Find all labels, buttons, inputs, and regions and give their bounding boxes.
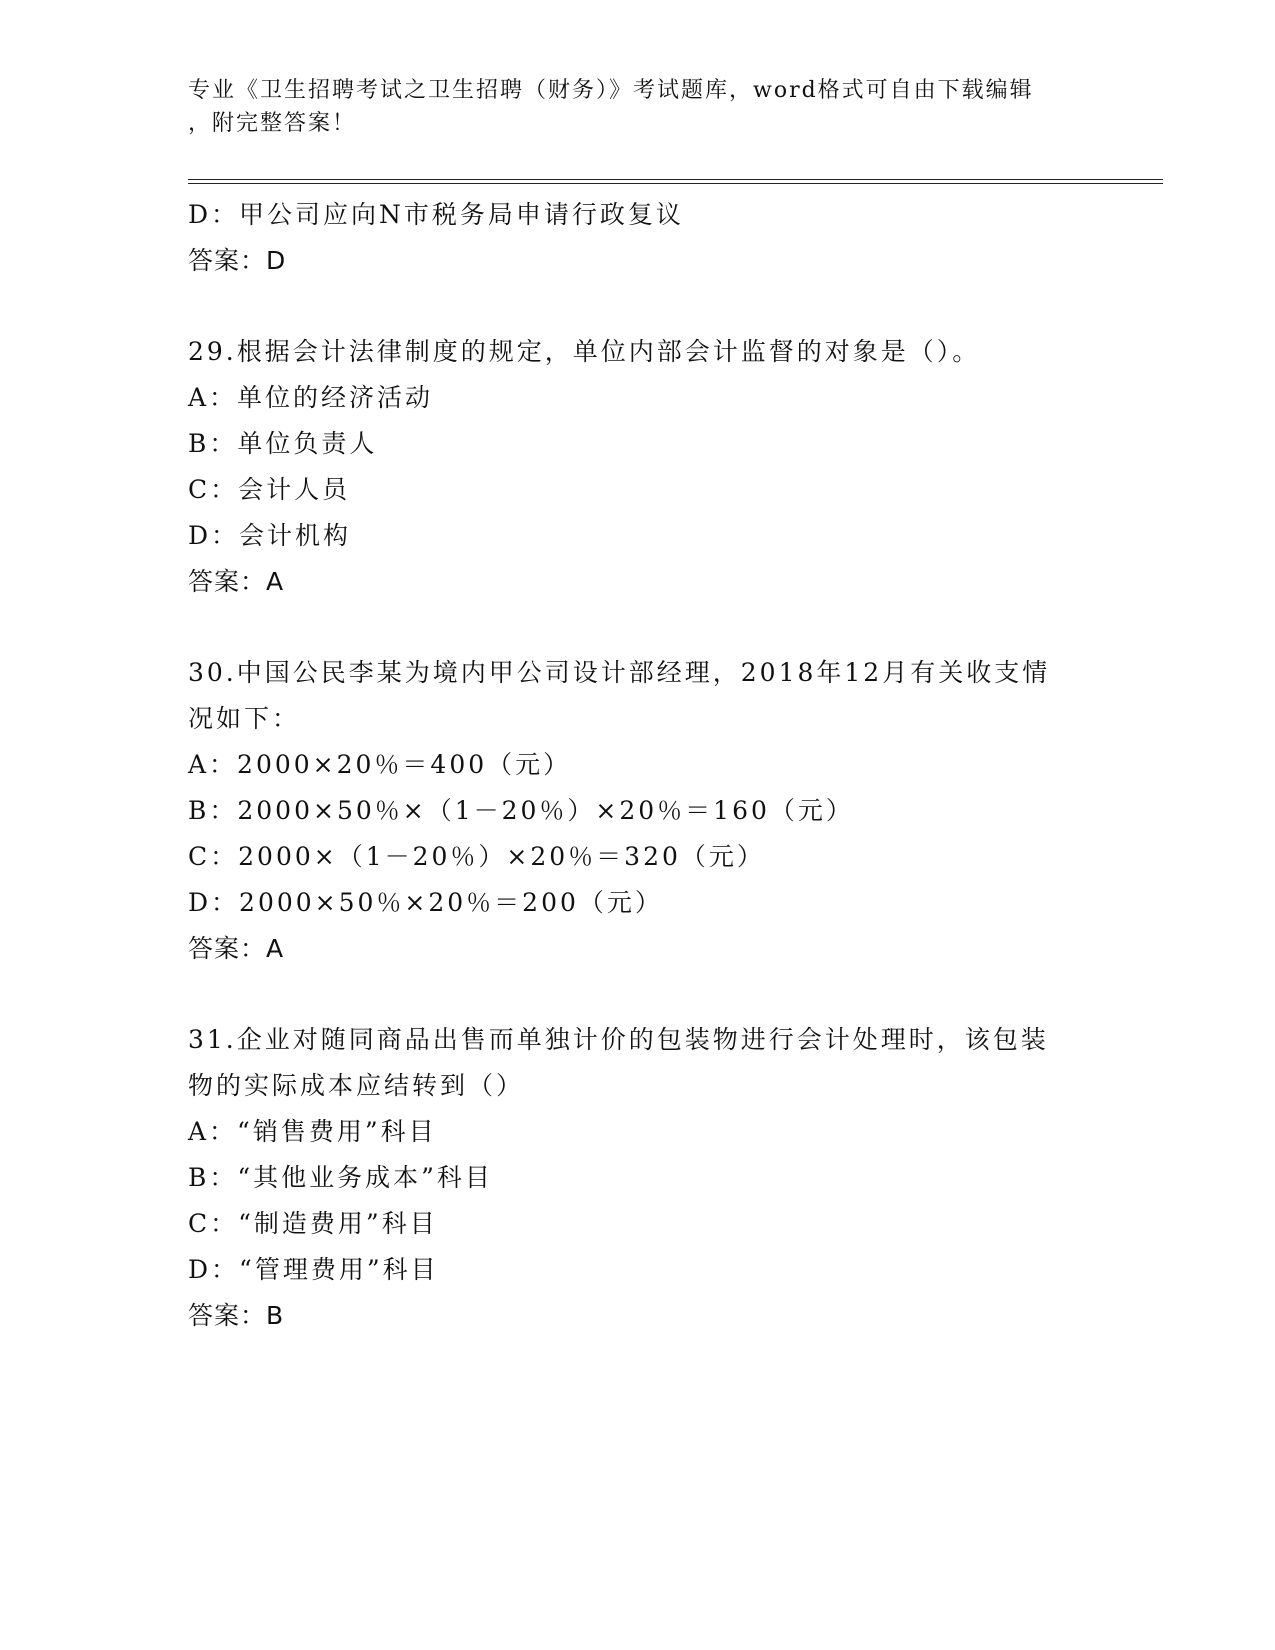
answer: 答案：B — [188, 1301, 285, 1330]
option-b: B：2000×50％×（1－20％）×20％＝160（元） — [188, 796, 854, 825]
question-stem-line-1: 31.企业对随同商品出售而单独计价的包装物进行会计处理时，该包装 — [188, 1025, 1049, 1054]
option-d: D：甲公司应向N市税务局申请行政复议 — [188, 200, 684, 229]
answer: 答案：A — [188, 567, 285, 596]
question-stem-line-1: 30.中国公民李某为境内甲公司设计部经理，2018年12月有关收支情 — [188, 658, 1051, 687]
previous-question-tail — [188, 192, 1088, 284]
option-c: C：2000×（1－20％）×20％＝320（元） — [188, 842, 765, 871]
question-list — [188, 192, 1088, 1339]
header-line-1: 专业《卫生招聘考试之卫生招聘（财务）》考试题库，word格式可自由下载编辑 — [188, 78, 1034, 103]
question-stem-line-2: 物的实际成本应结转到（） — [188, 1071, 525, 1100]
option-a: A：单位的经济活动 — [188, 383, 434, 412]
question-31 — [188, 1017, 1088, 1339]
answer: 答案：D — [188, 246, 287, 275]
spacer — [188, 972, 1088, 1017]
option-b: B：单位负责人 — [188, 429, 378, 458]
header-divider-bottom — [188, 183, 1163, 184]
option-a: A：2000×20％＝400（元） — [188, 750, 572, 779]
option-a: A：“销售费用”科目 — [188, 1117, 437, 1146]
option-c: C：“制造费用”科目 — [188, 1209, 438, 1238]
header-line-2: ，附完整答案！ — [188, 111, 357, 136]
question-29 — [188, 329, 1088, 605]
option-d: D：“管理费用”科目 — [188, 1255, 439, 1284]
spacer — [188, 605, 1088, 650]
answer: 答案：A — [188, 934, 285, 963]
spacer — [188, 284, 1088, 329]
question-30 — [188, 650, 1088, 972]
option-d: D：2000×50％×20％＝200（元） — [188, 888, 663, 917]
option-d: D：会计机构 — [188, 521, 352, 550]
option-c: C：会计人员 — [188, 475, 351, 504]
question-stem-line-2: 况如下： — [188, 704, 301, 733]
header-divider-top — [188, 179, 1163, 180]
option-b: B：“其他业务成本”科目 — [188, 1163, 493, 1192]
document-header — [188, 74, 1088, 140]
question-stem: 29.根据会计法律制度的规定，单位内部会计监督的对象是（）。 — [188, 337, 981, 366]
